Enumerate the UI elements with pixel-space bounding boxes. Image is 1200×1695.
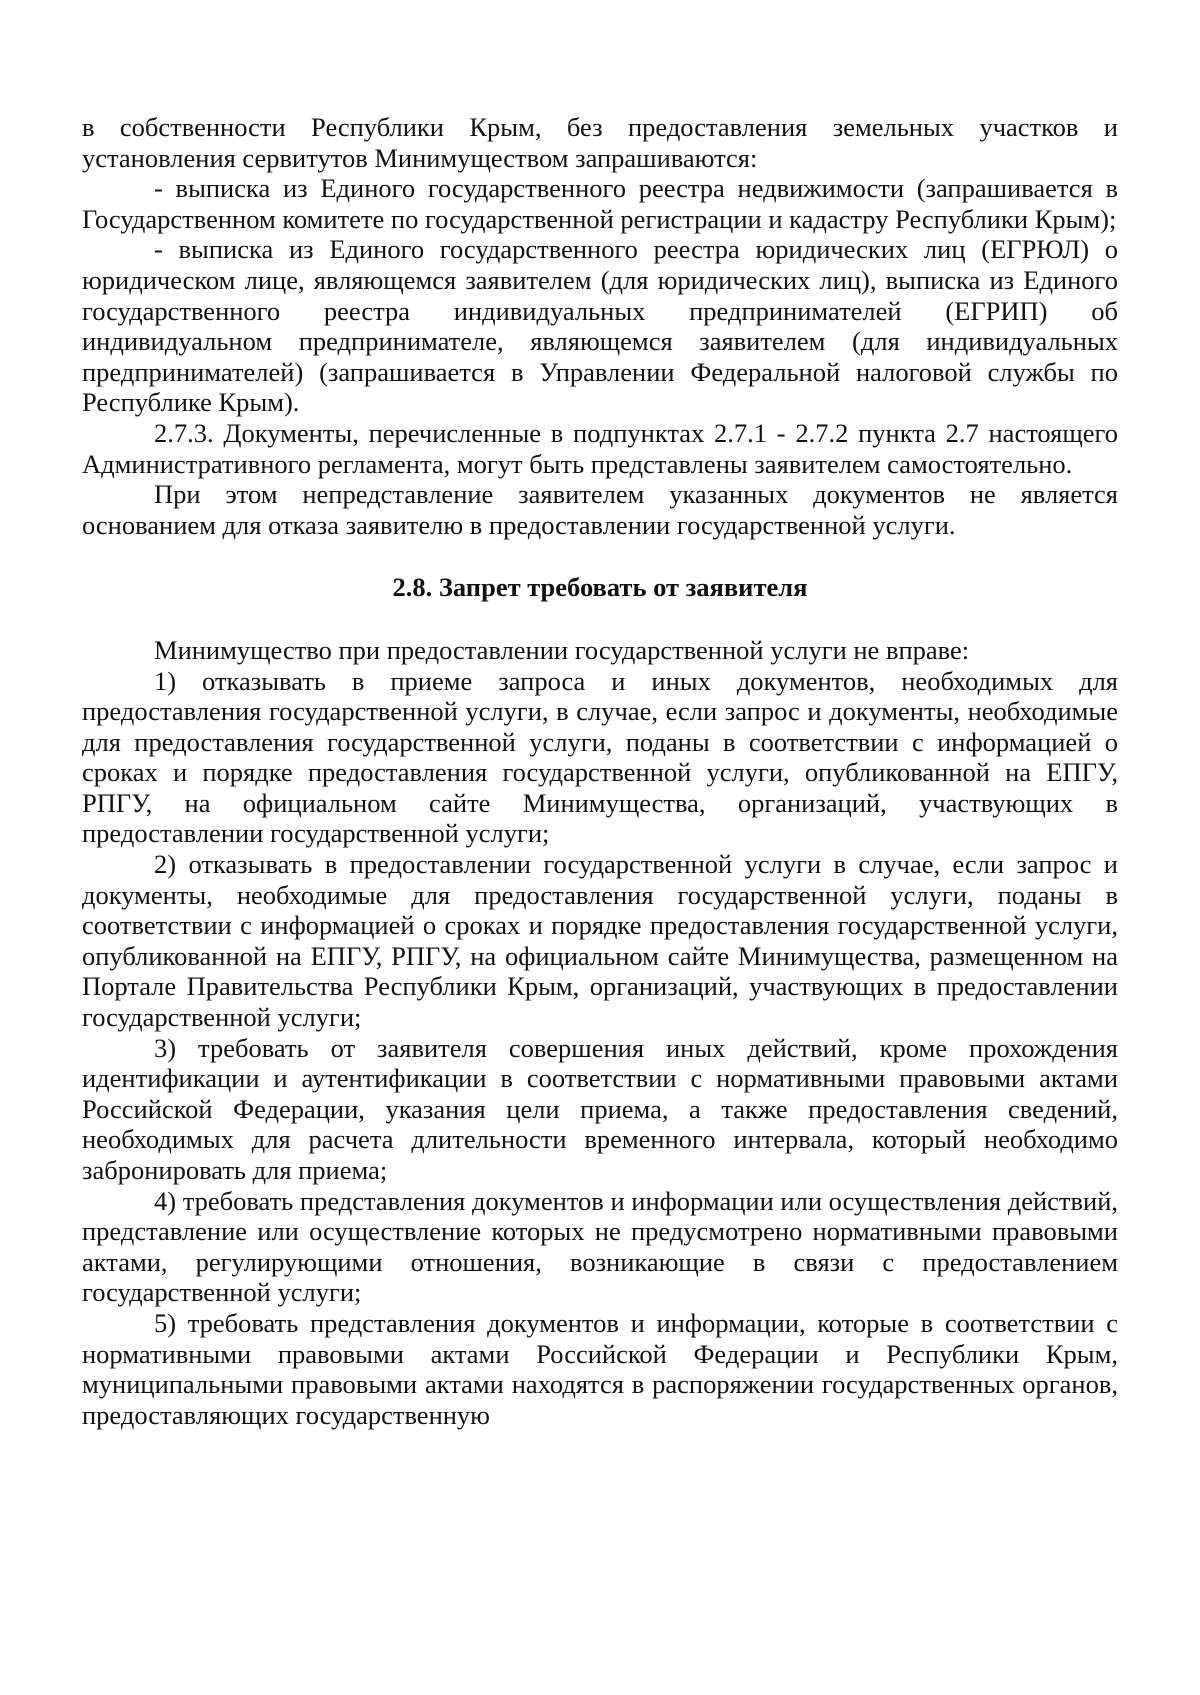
paragraph-egrn-extract: - выписка из Единого государственного реестра недвижимости (запрашивается в Государственном комитете по государственной регистрации и кадастру Республики Крым); [82, 173, 1118, 234]
list-item-4: 4) требовать представления документов и информации или осуществления действий, представление или осуществление которых не предусмотрено нормативными правовыми актами, регулирующими отношения, возникающие в связи с предоставлением государственной услуги; [82, 1185, 1118, 1308]
list-item-1: 1) отказывать в приеме запроса и иных документов, необходимых для предоставления государственной услуги, в случае, если запрос и документы, необходимые для предоставления государственной услуги, поданы в соответствии с информацией о сроках и порядке предоставления государственной услуги, опубликованной на ЕПГУ, РПГУ, на официальном сайте Минимущества, организаций, участвующих в предоставлении государственной услуги; [82, 665, 1118, 849]
list-item-5: 5) требовать представления документов и информации, которые в соответствии с нормативными правовыми актами Российской Федерации и Республики Крым, муниципальными правовыми актами находятся в распоряжении государственных органов, предоставляющих государственную [82, 1307, 1118, 1430]
paragraph-continuation: в собственности Республики Крым, без предоставления земельных участков и установления сервитутов Минимуществом запрашиваются: [82, 112, 1118, 173]
document-body [82, 112, 1118, 1430]
paragraph-non-submission: При этом непредставление заявителем указанных документов не является основанием для отказа заявителю в предоставлении государственной услуги. [82, 479, 1118, 540]
list-item-3: 3) требовать от заявителя совершения иных действий, кроме прохождения идентификации и аутентификации в соответствии с нормативными правовыми актами Российской Федерации, указания цели приема, а также предоставления сведений, необходимых для расчета длительности временного интервала, который необходимо забронировать для приема; [82, 1032, 1118, 1185]
paragraph-2-7-3: 2.7.3. Документы, перечисленные в подпунктах 2.7.1 - 2.7.2 пункта 2.7 настоящего Административного регламента, могут быть представлены заявителем самостоятельно. [82, 417, 1118, 479]
paragraph-intro: Минимущество при предоставлении государственной услуги не вправе: [154, 634, 970, 665]
paragraph-egrul-extract: - выписка из Единого государственного реестра юридических лиц (ЕГРЮЛ) о юридическом лице, являющемся заявителем (для юридических лиц), выписка из Единого государственного реестра индивидуальных предпринимателей (ЕГРИП) об индивидуальном предпринимателе, являющемся заявителем (для индивидуальных предпринимателей) (запрашивается в Управлении Федеральной налоговой службы по Республике Крым). [82, 234, 1118, 418]
section-heading: 2.8. Запрет требовать от заявителя [392, 572, 808, 603]
list-item-2: 2) отказывать в предоставлении государственной услуги в случае, если запрос и документы, необходимые для предоставления государственной услуги, поданы в соответствии с информацией о сроках и порядке предоставления государственной услуги, опубликованной на ЕПГУ, РПГУ, на официальном сайте Минимущества, размещенном на Портале Правительства Республики Крым, организаций, участвующих в предоставлении государственной услуги; [82, 849, 1118, 1033]
